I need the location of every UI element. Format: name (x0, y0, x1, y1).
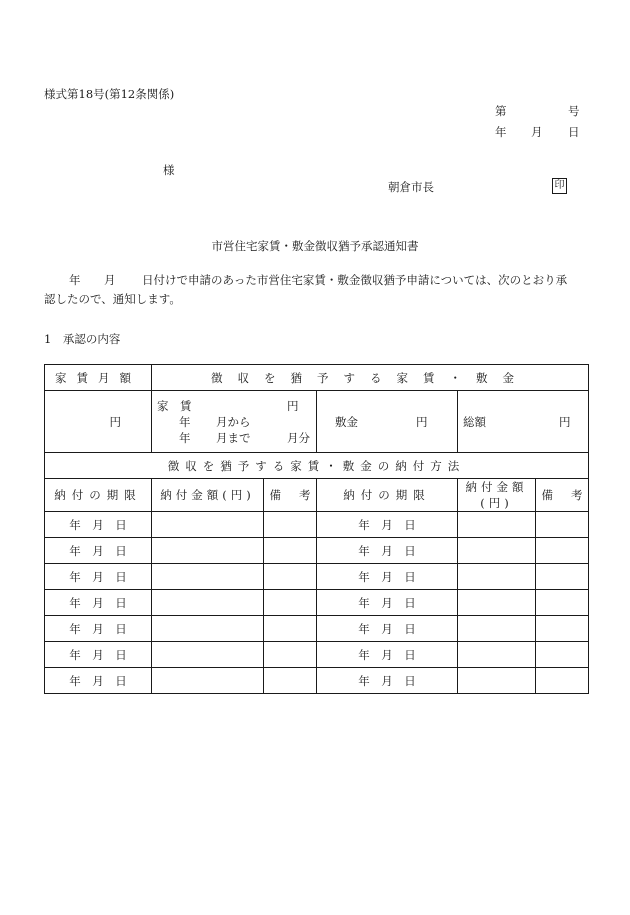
col-note-left (264, 479, 317, 512)
deferred-header: 徴収を猶予する家賃・敷金 (152, 365, 589, 391)
rent-yen: 円 (287, 399, 299, 413)
approval-table (44, 364, 589, 694)
issue-date-day: 日 (568, 125, 580, 139)
note-right (536, 538, 589, 564)
table-row (45, 668, 589, 694)
due-date-right: 年 月 日 (317, 538, 458, 564)
to-month: 月まで (216, 431, 251, 445)
amount-right (458, 564, 536, 590)
doc-number-suffix: 号 (568, 104, 580, 118)
table-row (45, 512, 589, 538)
to-year: 年 (179, 431, 191, 445)
note-left (264, 616, 317, 642)
table-row (45, 616, 589, 642)
amount-right (458, 616, 536, 642)
due-date-left: 年 月 日 (45, 538, 152, 564)
body-text-1: 日付けで申請のあった市営住宅家賃・敷金徴収猶予申請については、次のとおり承 (142, 273, 568, 287)
deferred-rent-cell (152, 391, 317, 453)
amount-right (458, 538, 536, 564)
addressee-suffix: 様 (163, 163, 175, 177)
col-due-right: 納付の期限 (317, 479, 458, 512)
note-right (536, 616, 589, 642)
amount-left (152, 642, 264, 668)
issue-date-year: 年 (495, 125, 507, 139)
amount-left (152, 512, 264, 538)
note-right (536, 512, 589, 538)
body-year: 年 (69, 273, 81, 287)
note-right (536, 564, 589, 590)
due-date-right: 年 月 日 (317, 590, 458, 616)
note-left (264, 512, 317, 538)
note-right (536, 590, 589, 616)
note-left (264, 668, 317, 694)
deposit-yen: 円 (416, 415, 428, 429)
total-label: 総額 (463, 415, 486, 429)
amount-left (152, 668, 264, 694)
due-date-right: 年 月 日 (317, 616, 458, 642)
col-amount-left: 納付金額(円) (152, 479, 264, 512)
col-note-left-1: 備 (269, 488, 281, 502)
months-count: 月分 (287, 431, 310, 445)
form-number: 様式第18号(第12条関係) (44, 87, 175, 101)
col-note-right (536, 479, 589, 512)
due-date-left: 年 月 日 (45, 668, 152, 694)
amount-left (152, 538, 264, 564)
table-row (45, 564, 589, 590)
col-note-right-1: 備 (541, 488, 554, 502)
note-left (264, 538, 317, 564)
amount-left (152, 616, 264, 642)
deposit-label: 敷金 (335, 415, 358, 429)
table-row (45, 590, 589, 616)
table-row (45, 538, 589, 564)
section-heading: 1 承認の内容 (44, 332, 121, 346)
note-right (536, 642, 589, 668)
total-cell (458, 391, 589, 453)
from-year: 年 (179, 415, 191, 429)
due-date-left: 年 月 日 (45, 642, 152, 668)
due-date-left: 年 月 日 (45, 512, 152, 538)
due-date-right: 年 月 日 (317, 668, 458, 694)
document-title: 市営住宅家賃・敷金徴収猶予承認通知書 (211, 239, 419, 253)
rent-month-yen: 円 (109, 415, 121, 429)
seal-mark: 印 (552, 178, 567, 194)
amount-right (458, 590, 536, 616)
note-right (536, 668, 589, 694)
amount-left (152, 564, 264, 590)
body-line-2: 認したので、通知します。 (44, 292, 181, 306)
due-date-left: 年 月 日 (45, 616, 152, 642)
rent-label: 家 賃 (157, 399, 192, 413)
table-row (45, 642, 589, 668)
col-amount-right: 納付金額(円) (458, 479, 536, 512)
note-left (264, 642, 317, 668)
body-month: 月 (104, 273, 116, 287)
deposit-cell (317, 391, 458, 453)
amount-left (152, 590, 264, 616)
rent-month-header: 家賃月額 (45, 365, 152, 391)
due-date-left: 年 月 日 (45, 590, 152, 616)
due-date-left: 年 月 日 (45, 564, 152, 590)
amount-right (458, 512, 536, 538)
amount-right (458, 642, 536, 668)
amount-right (458, 668, 536, 694)
col-due-left: 納付の期限 (45, 479, 152, 512)
due-date-right: 年 月 日 (317, 642, 458, 668)
issuer-name: 朝倉市長 (388, 180, 434, 194)
payment-method-header: 徴収を猶予する家賃・敷金の納付方法 (45, 453, 589, 479)
col-note-left-2: 考 (299, 488, 311, 502)
note-left (264, 590, 317, 616)
due-date-right: 年 月 日 (317, 564, 458, 590)
from-month: 月から (216, 415, 251, 429)
doc-number-prefix: 第 (495, 104, 507, 118)
col-note-right-2: 考 (571, 488, 583, 502)
note-left (264, 564, 317, 590)
rent-month-cell (45, 391, 152, 453)
issue-date-month: 月 (531, 125, 543, 139)
total-yen: 円 (559, 415, 571, 429)
due-date-right: 年 月 日 (317, 512, 458, 538)
